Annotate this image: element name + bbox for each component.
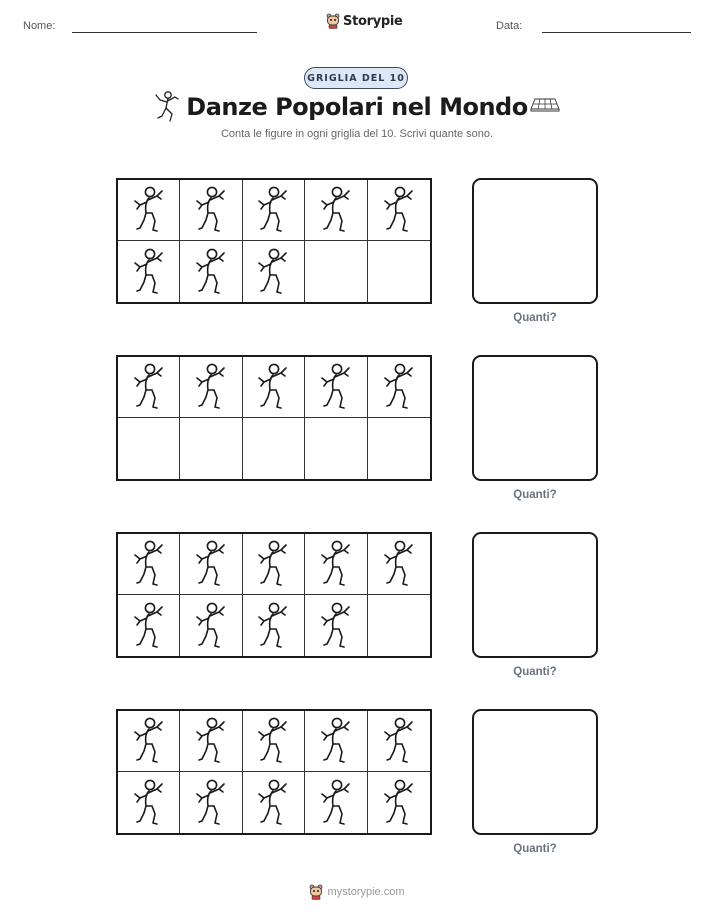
- ten-frame: [116, 709, 432, 835]
- dance-floor-icon: [530, 98, 560, 112]
- dancer-icon: [253, 778, 293, 828]
- ten-frame-cell: [243, 534, 305, 595]
- ten-frame: [116, 178, 432, 304]
- ten-frame-cell: [305, 772, 367, 833]
- ten-frame-cell: [368, 711, 430, 772]
- ten-frame-cell: [243, 241, 305, 302]
- answer-box[interactable]: [472, 532, 598, 658]
- ten-frame-cell: [180, 534, 242, 595]
- dancer-icon: [191, 778, 231, 828]
- ten-frame-cell: [305, 534, 367, 595]
- dancer-icon: [191, 539, 231, 589]
- ten-frame-cell: [118, 711, 180, 772]
- ten-frame-cell: [180, 595, 242, 656]
- dancer-icon: [253, 362, 293, 412]
- ten-frame-cell: [243, 418, 305, 479]
- dancer-icon: [379, 716, 419, 766]
- ten-frame: [116, 532, 432, 658]
- instructions: Conta le figure in ogni griglia del 10. Scrivi quante sono.: [220, 128, 494, 140]
- answer-box[interactable]: [472, 709, 598, 835]
- footer-url: mystorypie.com: [327, 886, 405, 898]
- ten-frame-cell: [368, 595, 430, 656]
- dancer-icon: [129, 247, 169, 297]
- brand-logo: [326, 13, 403, 29]
- worksheet-header: [0, 0, 714, 50]
- ten-frame-cell: [368, 772, 430, 833]
- storypie-mascot-icon: [326, 13, 340, 29]
- ten-frame-cell: [243, 357, 305, 418]
- ten-frame-cell: [118, 534, 180, 595]
- footer: [0, 884, 714, 900]
- dancer-icon: [191, 185, 231, 235]
- ten-frame-cell: [305, 241, 367, 302]
- ten-frame-cell: [118, 357, 180, 418]
- ten-frame-cell: [118, 772, 180, 833]
- dancer-icon: [191, 247, 231, 297]
- answer-label: Quanti?: [513, 843, 557, 855]
- ten-frame-cell: [180, 241, 242, 302]
- answer-box[interactable]: [472, 355, 598, 481]
- dancer-icon: [129, 362, 169, 412]
- ten-frame-cell: [180, 418, 242, 479]
- dancer-icon: [253, 247, 293, 297]
- date-line[interactable]: [542, 32, 691, 33]
- dancer-icon: [379, 185, 419, 235]
- ten-frame-cell: [368, 357, 430, 418]
- ten-frame-cell: [368, 418, 430, 479]
- dancer-icon: [316, 716, 356, 766]
- ten-frame-cell: [243, 711, 305, 772]
- dancer-icon: [129, 539, 169, 589]
- dancer-icon: [253, 716, 293, 766]
- ten-frame-cell: [180, 357, 242, 418]
- dancer-icon: [129, 601, 169, 651]
- ten-frame-cell: [305, 357, 367, 418]
- ten-frame: [116, 355, 432, 481]
- dancer-icon: [316, 185, 356, 235]
- ten-frame-cell: [243, 180, 305, 241]
- ten-frame-cell: [305, 711, 367, 772]
- answer-label: Quanti?: [513, 489, 557, 501]
- dancer-icon: [379, 778, 419, 828]
- dancer-icon: [253, 185, 293, 235]
- dancer-icon: [379, 539, 419, 589]
- brand-name: Storypie: [343, 13, 403, 29]
- dancer-icon: [129, 185, 169, 235]
- name-line[interactable]: [72, 32, 257, 33]
- answer-box[interactable]: [472, 178, 598, 304]
- dancer-icon: [316, 539, 356, 589]
- answer-label: Quanti?: [513, 666, 557, 678]
- ten-frame-cell: [118, 180, 180, 241]
- ten-frame-cell: [118, 418, 180, 479]
- date-label: Data:: [496, 20, 523, 32]
- ten-frame-cell: [180, 711, 242, 772]
- ten-frame-cell: [180, 180, 242, 241]
- dancer-icon: [129, 778, 169, 828]
- ten-frame-cell: [305, 418, 367, 479]
- dancer-icon: [316, 778, 356, 828]
- ten-frame-cell: [243, 595, 305, 656]
- dancer-icon: [253, 601, 293, 651]
- dancer-icon: [379, 362, 419, 412]
- dancer-icon: [253, 539, 293, 589]
- ten-frame-cell: [305, 180, 367, 241]
- ten-frame-cell: [368, 180, 430, 241]
- dancer-icon: [191, 362, 231, 412]
- ten-frame-cell: [118, 595, 180, 656]
- worksheet-badge: GRIGLIA DEL 10: [304, 67, 408, 89]
- dancer-icon: [191, 601, 231, 651]
- dancer-icon: [191, 716, 231, 766]
- name-label: Nome:: [23, 20, 56, 32]
- ten-frame-cell: [243, 772, 305, 833]
- dancer-icon: [129, 716, 169, 766]
- ten-frame-cell: [118, 241, 180, 302]
- ten-frame-cell: [368, 534, 430, 595]
- ten-frame-cell: [368, 241, 430, 302]
- ten-frame-cell: [305, 595, 367, 656]
- ten-frame-cell: [180, 772, 242, 833]
- dancer-icon: [316, 601, 356, 651]
- page-title: Danze Popolari nel Mondo: [186, 93, 528, 121]
- answer-label: Quanti?: [513, 312, 557, 324]
- storypie-mascot-icon: [309, 884, 323, 900]
- dancer-icon: [316, 362, 356, 412]
